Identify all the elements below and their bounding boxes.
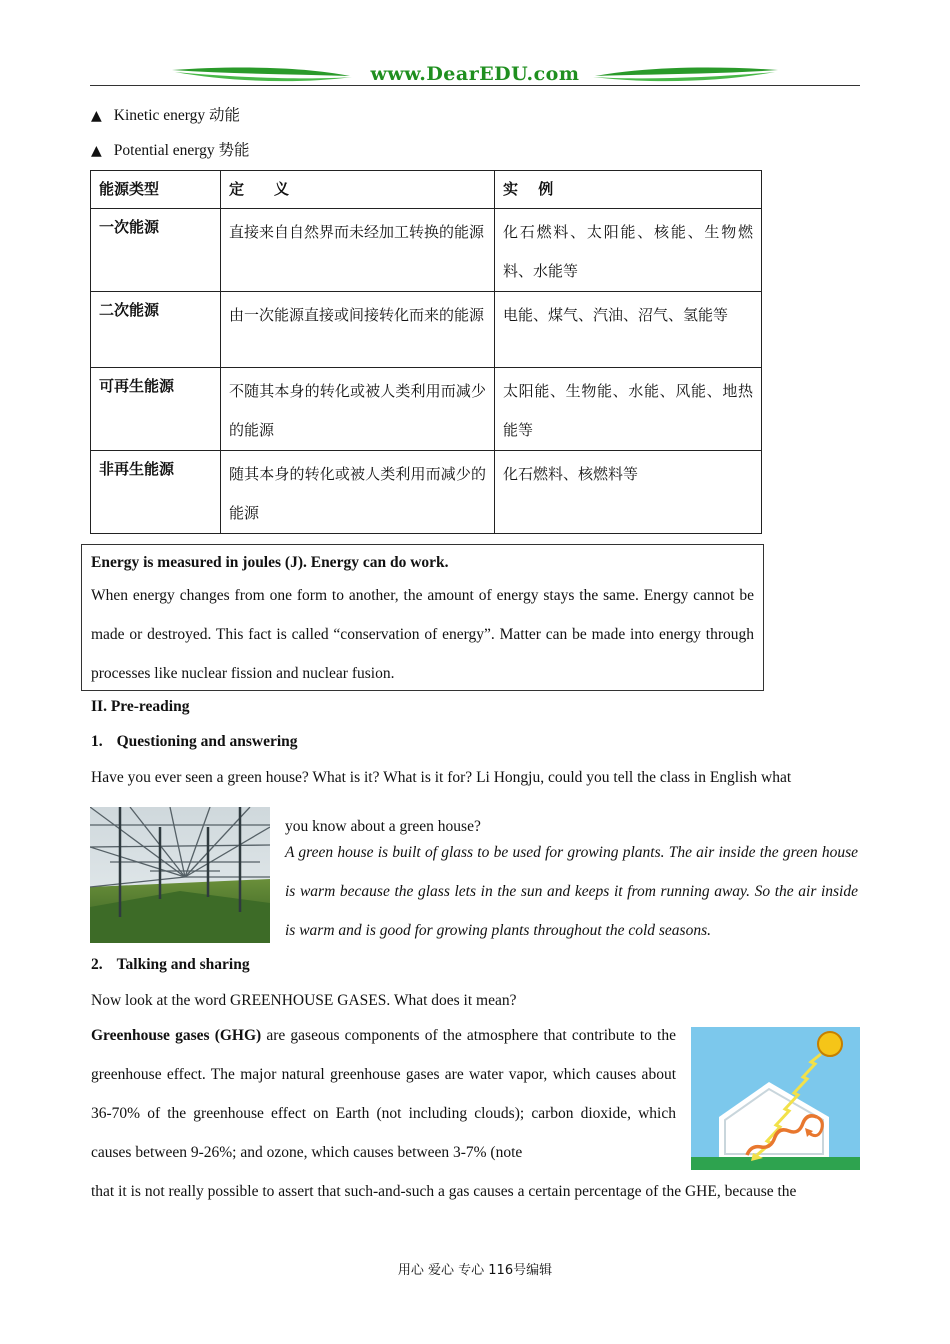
table-row (91, 292, 762, 368)
energy-info-box (81, 544, 764, 691)
table-header-row (91, 171, 762, 209)
table-row (91, 209, 762, 292)
header-site-logo: www.DearEDU.com (370, 63, 580, 85)
table-row (91, 368, 762, 451)
table-cell: 化石燃料、核燃料等 (495, 451, 762, 534)
energy-box-text: When energy changes from one form to another, the amount of energy stays the same. Energy cannot be made or destroyed. This fact is called “conservation of energy”. Matter can be made into energy through processes like nuclear fission and nuclear fusion. (91, 587, 754, 682)
table-cell: 非再生能源 (91, 451, 221, 534)
ghg-paragraph (91, 1016, 676, 1172)
greenhouse-effect-diagram (691, 1027, 860, 1170)
table-cell: 可再生能源 (91, 368, 221, 451)
ghg-last-line: that it is not really possible to assert that such-and-such a gas causes a certain percentage of the GHE, because the (91, 1183, 797, 1200)
triangle-bullet-icon: ▲ (91, 143, 102, 159)
greenhouse-answer: A green house is built of glass to be used for growing plants. The air inside the green house is warm because the glass lets in the sun and keeps it from running away. So the air inside is warm and is good for growing plants throughout the cold seasons. (285, 844, 858, 939)
table-cell: 直接来自自然界而未经加工转换的能源 (221, 209, 495, 292)
ghg-term: Greenhouse gases (GHG) (91, 1027, 262, 1044)
subsection-number: 1. (91, 733, 103, 750)
bullet-potential (91, 138, 250, 160)
table-row (91, 451, 762, 534)
page-footer: 用心 爱心 专心 116号编辑 (397, 1263, 553, 1278)
header-rule (90, 85, 860, 86)
table-cell: 不随其本身的转化或被人类利用而减少的能源 (221, 368, 495, 451)
energy-types-table (90, 170, 762, 534)
table-cell: 二次能源 (91, 292, 221, 368)
ghg-text: are gaseous components of the atmosphere that contribute to the greenhouse effect. The major natural greenhouse gases are water vapor, which causes about 36-70% of the greenhouse effect on Earth (not including clouds); carbon dioxide, which causes between 9-26%; and ozone, which causes between 3-7% (note (91, 1027, 676, 1161)
subsection-1-heading (91, 733, 298, 751)
energy-box-title: Energy is measured in joules (J). Energy can do work. (91, 554, 449, 571)
question-1-text: Have you ever seen a green house? What is it? What is it for? Li Hongju, could you tell the class in English what (91, 769, 792, 786)
subsection-title: Questioning and answering (116, 733, 298, 750)
subsection-title: Talking and sharing (116, 956, 250, 973)
question-1-continued: you know about a green house? (285, 818, 481, 835)
section-title: II. Pre-reading (91, 698, 190, 715)
table-cell: 随其本身的转化或被人类利用而减少的能源 (221, 451, 495, 534)
table-cell: 化石燃料、太阳能、核能、生物燃料、水能等 (495, 209, 762, 292)
question-2-text: Now look at the word GREENHOUSE GASES. What does it mean? (91, 992, 517, 1009)
bullet-kinetic (91, 103, 240, 125)
bullet-text: Kinetic energy 动能 (113, 107, 241, 124)
table-cell: 一次能源 (91, 209, 221, 292)
triangle-bullet-icon: ▲ (91, 108, 102, 124)
bullet-text: Potential energy 势能 (113, 142, 250, 159)
table-cell: 由一次能源直接或间接转化而来的能源 (221, 292, 495, 368)
subsection-number: 2. (91, 956, 103, 973)
subsection-2-heading (91, 956, 250, 974)
table-cell: 电能、煤气、汽油、沼气、氢能等 (495, 292, 762, 368)
table-header-cell: 定 义 (221, 171, 495, 209)
table-cell: 太阳能、生物能、水能、风能、地热能等 (495, 368, 762, 451)
greenhouse-photo (90, 807, 270, 943)
table-header-cell: 能源类型 (91, 171, 221, 209)
table-header-cell: 实 例 (495, 171, 762, 209)
